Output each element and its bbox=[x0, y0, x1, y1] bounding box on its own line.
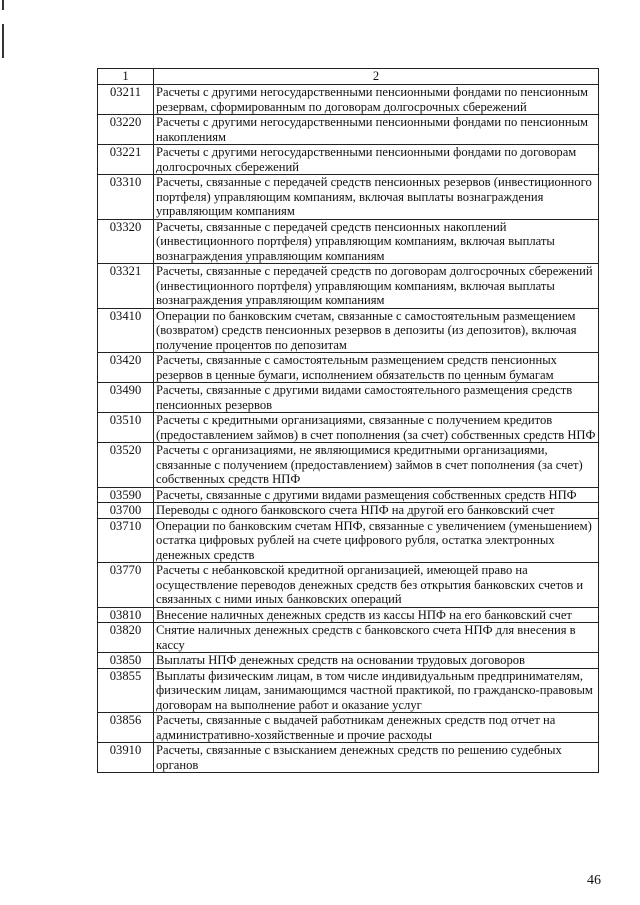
table-row bbox=[98, 264, 599, 309]
table-row bbox=[98, 353, 599, 383]
row-code: 03820 bbox=[98, 623, 154, 653]
row-code: 03856 bbox=[98, 713, 154, 743]
row-description: Переводы с одного банковского счета НПФ на другой его банковский счет bbox=[154, 503, 599, 519]
row-code: 03490 bbox=[98, 383, 154, 413]
codes-table bbox=[97, 68, 599, 773]
table-row bbox=[98, 563, 599, 608]
row-code: 03221 bbox=[98, 145, 154, 175]
row-code: 03710 bbox=[98, 518, 154, 563]
row-description: Расчеты, связанные с другими видами самостоятельного размещения средств пенсионных резервов bbox=[154, 383, 599, 413]
table-row bbox=[98, 145, 599, 175]
row-code: 03510 bbox=[98, 413, 154, 443]
row-description: Расчеты с другими негосударственными пенсионными фондами по пенсионным накоплениям bbox=[154, 115, 599, 145]
row-code: 03410 bbox=[98, 308, 154, 353]
row-description: Расчеты, связанные с самостоятельным размещением средств пенсионных резервов в ценные бумаги, исполнением обязательств по ценным бумагам bbox=[154, 353, 599, 383]
row-description: Снятие наличных денежных средств с банковского счета НПФ для внесения в кассу bbox=[154, 623, 599, 653]
row-description: Операции по банковским счетам НПФ, связанные с увеличением (уменьшением) остатка цифровых рублей на счете цифрового рубля, остатка электронных денежных средств bbox=[154, 518, 599, 563]
scan-edge-mark-top bbox=[2, 0, 4, 10]
table-row bbox=[98, 623, 599, 653]
table-row bbox=[98, 219, 599, 264]
table-header-row bbox=[98, 69, 599, 85]
row-description: Выплаты НПФ денежных средств на основании трудовых договоров bbox=[154, 653, 599, 669]
row-code: 03321 bbox=[98, 264, 154, 309]
row-description: Расчеты, связанные с передачей средств пенсионных резервов (инвестиционного портфеля) управляющим компаниям, включая выплаты вознаграждения управляющим компаниям bbox=[154, 175, 599, 220]
row-code: 03310 bbox=[98, 175, 154, 220]
column-header-description: 2 bbox=[154, 69, 599, 85]
table-row bbox=[98, 668, 599, 713]
row-description: Расчеты, связанные с другими видами размещения собственных средств НПФ bbox=[154, 487, 599, 503]
row-code: 03910 bbox=[98, 743, 154, 773]
row-code: 03850 bbox=[98, 653, 154, 669]
row-description: Операции по банковским счетам, связанные с самостоятельным размещением (возвратом) средств пенсионных резервов в депозиты (из депозитов), включая получение процентов по депозитам bbox=[154, 308, 599, 353]
table-row bbox=[98, 653, 599, 669]
table-row bbox=[98, 443, 599, 488]
table-row bbox=[98, 713, 599, 743]
row-description: Расчеты, связанные с передачей средств пенсионных накоплений (инвестиционного портфеля) управляющим компаниям, включая выплаты вознаграждения управляющим компаниям bbox=[154, 219, 599, 264]
scan-edge-mark-bottom bbox=[2, 24, 4, 58]
table-row bbox=[98, 487, 599, 503]
table-row bbox=[98, 503, 599, 519]
table-row bbox=[98, 175, 599, 220]
row-description: Расчеты с другими негосударственными пенсионными фондами по договорам долгосрочных сбережений bbox=[154, 145, 599, 175]
table-row bbox=[98, 115, 599, 145]
row-description: Расчеты с организациями, не являющимися кредитными организациями, связанные с получением (предоставлением) займов в счет пополнения (за счет) собственных средств НПФ bbox=[154, 443, 599, 488]
row-code: 03810 bbox=[98, 607, 154, 623]
table-row bbox=[98, 383, 599, 413]
table-row bbox=[98, 518, 599, 563]
row-code: 03700 bbox=[98, 503, 154, 519]
row-description: Расчеты с небанковской кредитной организацией, имеющей право на осуществление переводов денежных средств без открытия банковских счетов и связанных с ними иных банковских операций bbox=[154, 563, 599, 608]
row-code: 03770 bbox=[98, 563, 154, 608]
row-code: 03855 bbox=[98, 668, 154, 713]
table-row bbox=[98, 308, 599, 353]
page-number: 46 bbox=[587, 873, 601, 888]
row-description: Расчеты, связанные с выдачей работникам денежных средств под отчет на административно-хозяйственные и прочие расходы bbox=[154, 713, 599, 743]
row-description: Выплаты физическим лицам, в том числе индивидуальным предпринимателям, физическим лицам, занимающимся частной практикой, по гражданско-правовым договорам на выполнение работ и оказание услуг bbox=[154, 668, 599, 713]
table-row bbox=[98, 743, 599, 773]
row-code: 03520 bbox=[98, 443, 154, 488]
row-description: Расчеты, связанные с взысканием денежных средств по решению судебных органов bbox=[154, 743, 599, 773]
table-row bbox=[98, 413, 599, 443]
row-description: Внесение наличных денежных средств из кассы НПФ на его банковский счет bbox=[154, 607, 599, 623]
row-code: 03211 bbox=[98, 85, 154, 115]
row-description: Расчеты, связанные с передачей средств по договорам долгосрочных сбережений (инвестиционного портфеля) управляющим компаниям, включая выплаты вознаграждения управляющим компаниям bbox=[154, 264, 599, 309]
row-description: Расчеты с кредитными организациями, связанные с получением кредитов (предоставлением займов) в счет пополнения (за счет) собственных средств НПФ bbox=[154, 413, 599, 443]
table-row bbox=[98, 85, 599, 115]
row-code: 03590 bbox=[98, 487, 154, 503]
row-code: 03220 bbox=[98, 115, 154, 145]
table-body bbox=[98, 85, 599, 773]
row-code: 03420 bbox=[98, 353, 154, 383]
row-code: 03320 bbox=[98, 219, 154, 264]
table-row bbox=[98, 607, 599, 623]
column-header-code: 1 bbox=[98, 69, 154, 85]
row-description: Расчеты с другими негосударственными пенсионными фондами по пенсионным резервам, сформированным по договорам долгосрочных сбережений bbox=[154, 85, 599, 115]
